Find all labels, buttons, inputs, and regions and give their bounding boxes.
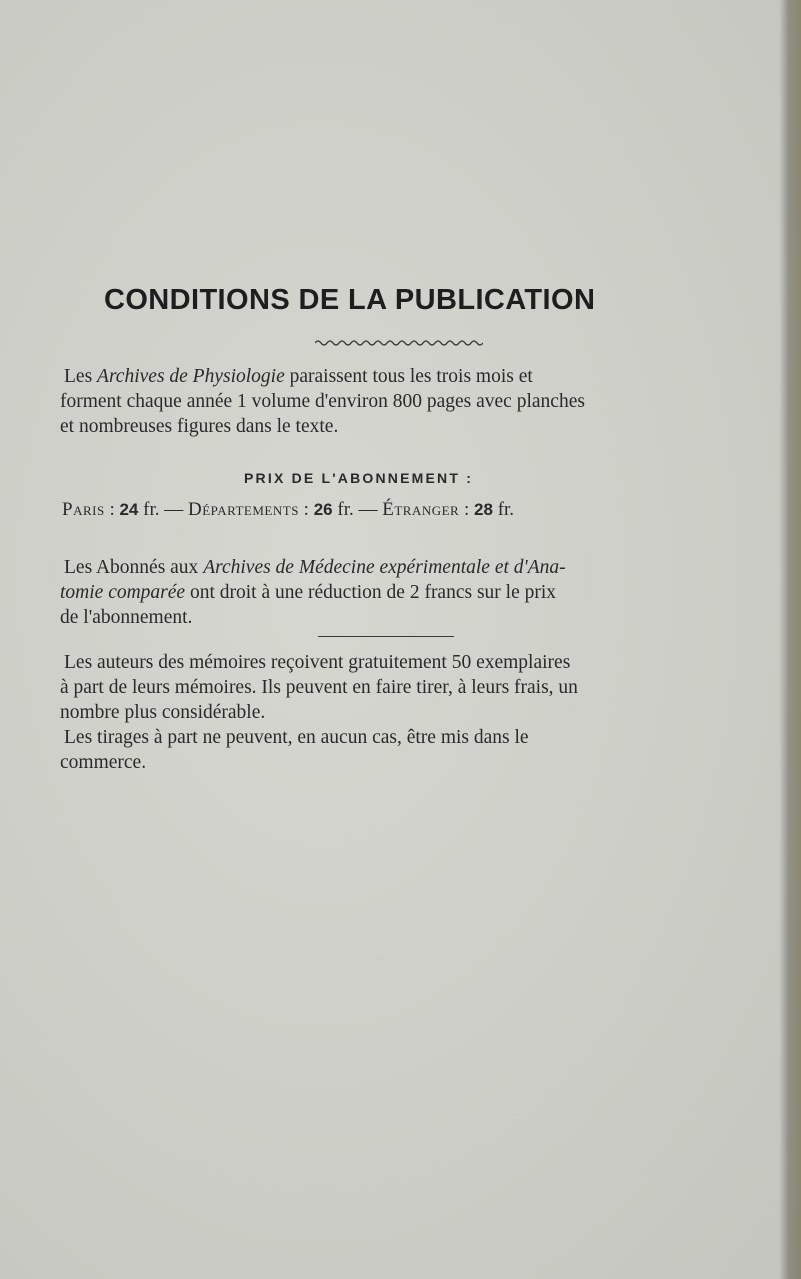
subscription-heading: PRIX DE L'ABONNEMENT : xyxy=(244,470,474,486)
price-etranger: 28 xyxy=(474,500,493,519)
paragraph-reduction xyxy=(60,555,740,630)
wavy-divider xyxy=(315,338,483,348)
paragraph-line: forment chaque année 1 volume d'environ 800 pages avec planches xyxy=(60,391,585,412)
section-rule xyxy=(318,636,454,637)
page-title: CONDITIONS DE LA PUBLICATION xyxy=(104,284,596,316)
paragraph-line: nombre plus considérable. xyxy=(60,702,266,723)
paragraph-line: de l'abonnement. xyxy=(60,607,193,628)
paragraph-line: Les tirages à part ne peuvent, en aucun cas, être mis dans le xyxy=(64,727,529,748)
price-label-etranger: Étranger xyxy=(382,499,460,520)
price-paris: 24 xyxy=(119,500,139,519)
journal-title: Archives de Médecine expérimentale et d'Ana- xyxy=(203,557,566,578)
paragraph-line: Les auteurs des mémoires reçoivent gratuitement 50 exemplaires xyxy=(64,652,571,673)
paragraph-line: commerce. xyxy=(60,752,147,773)
paragraph-line: Les Archives de Physiologie paraissent tous les trois mois et xyxy=(64,366,533,387)
price-label-paris: Paris xyxy=(62,499,105,520)
paragraph-tirages xyxy=(60,725,740,775)
paragraph-line: à part de leurs mémoires. Ils peuvent en faire tirer, à leurs frais, un xyxy=(60,677,578,698)
paragraph-authors xyxy=(60,650,740,725)
paragraph-publication xyxy=(60,364,740,439)
journal-title: tomie comparée xyxy=(60,582,186,603)
paragraph-line: Les Abonnés aux Archives de Médecine expérimentale et d'Ana- xyxy=(64,557,566,578)
paragraph-line: tomie comparée ont droit à une réduction de 2 francs sur le prix xyxy=(60,582,557,603)
price-departements: 26 xyxy=(313,500,333,519)
journal-title: Archives de Physiologie xyxy=(97,366,285,387)
price-label-departements: Départements xyxy=(188,499,299,520)
subscription-prices: Paris : 24 fr. — Départements : 26 fr. — Étranger : 28 fr. xyxy=(62,499,515,520)
paragraph-line: et nombreuses figures dans le texte. xyxy=(60,416,339,437)
page-edge-shadow xyxy=(779,0,801,1279)
